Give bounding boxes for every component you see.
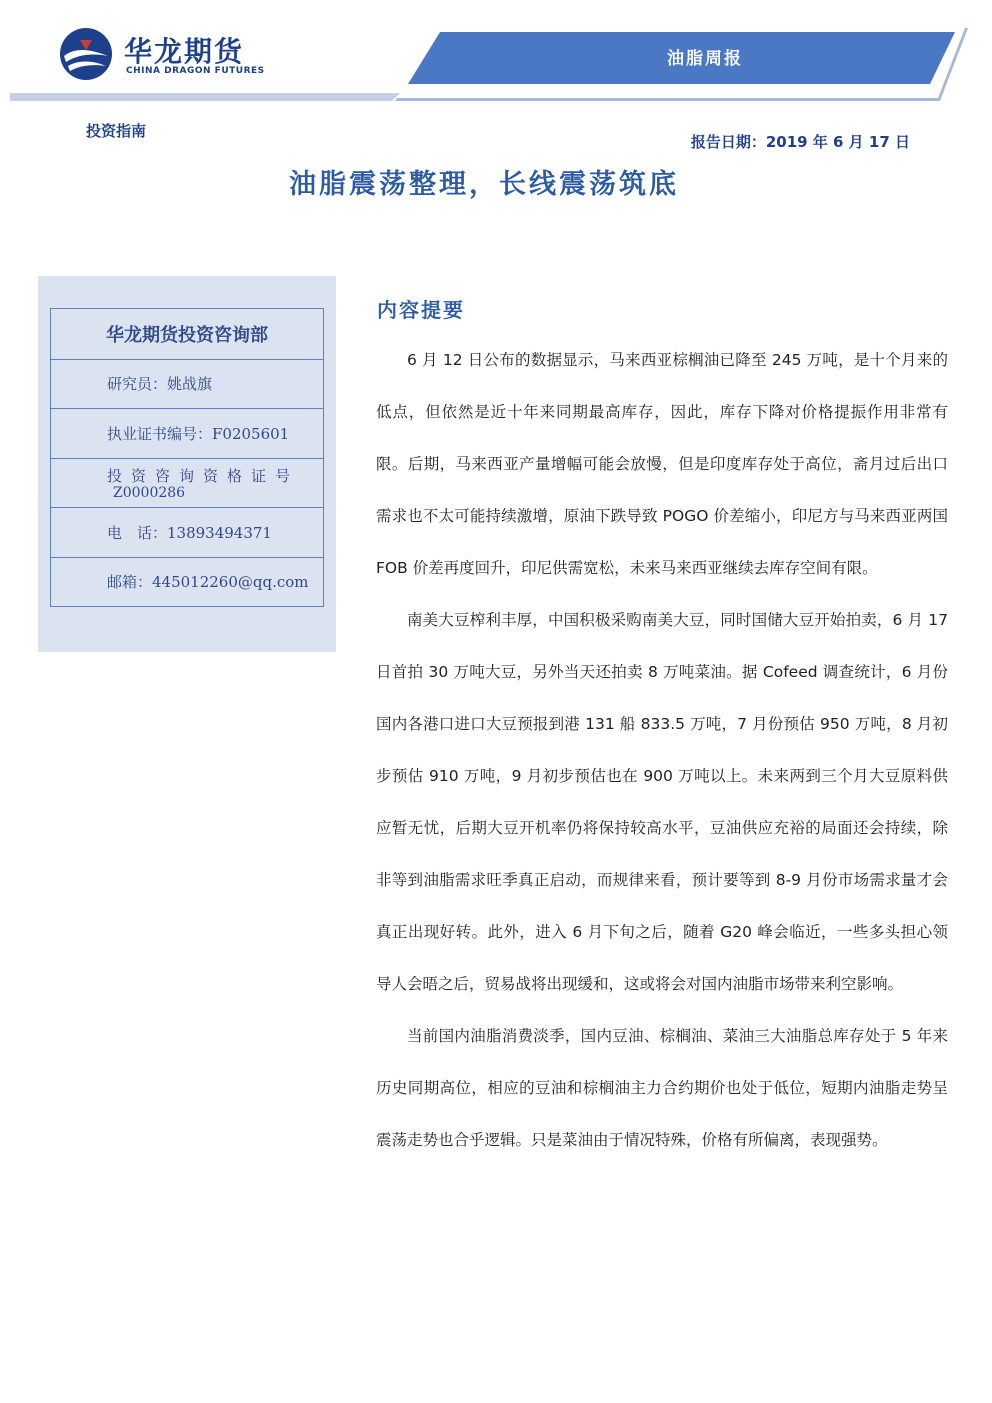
section-label: 投资指南 bbox=[86, 122, 147, 140]
license-number: 执业证书编号：F0205601 bbox=[107, 424, 290, 443]
report-date: 报告日期：2019 年 6 月 17 日 bbox=[690, 133, 910, 151]
summary-paragraph: 南美大豆榨利丰厚，中国积极采购南美大豆，同时国储大豆开始拍卖，6 月 17 日首拍 30 万吨大豆，另外当天还拍卖 8 万吨菜油。据 Cofeed 调查统计，6 月份国内各港口进口大豆预报到港 131 船 833.5 万吨，7 月份预估 950 万吨，8 月初步预估 910 万吨，9 月初步预估也在 900 万吨以上。未来两到三个月大豆原料供应暂无忧，后期大豆开机率仍将保持较高水平，豆油供应充裕的局面还会持续，除非等到油脂需求旺季真正启动，而规律来看，预计要等到 8-9 月份市场需求量才会真正出现好转。此外，进入 6 月下旬之后，随着 G20 峰会临近，一些多头担心领导人会晤之后，贸易战将出现缓和，这或将会对国内油脂市场带来利空影响。 bbox=[376, 611, 948, 993]
sidebar-panel bbox=[38, 276, 336, 652]
summary-heading: 内容提要 bbox=[377, 298, 465, 322]
license-row bbox=[51, 408, 323, 458]
phone-number: 电 话：13893494371 bbox=[107, 523, 272, 542]
brand-name-cn: 华龙期货 bbox=[124, 35, 245, 68]
phone-row bbox=[51, 507, 323, 557]
email-address: 邮箱：445012260@qq.com bbox=[107, 573, 309, 592]
summary-paragraph: 6 月 12 日公布的数据显示，马来西亚棕榈油已降至 245 万吨，是十个月来的低点，但依然是近十年来同期最高库存，因此，库存下降对价格提振作用非常有限。后期，马来西亚产量增幅可能会放慢，但是印度库存处于高位，斋月过后出口需求也不太可能持续激增，原油下跌导致 POGO 价差缩小，印尼方与马来西亚两国 FOB 价差再度回升，印尼供需宽松，未来马来西亚继续去库存空间有限。 bbox=[376, 351, 948, 577]
researcher-row bbox=[51, 359, 323, 409]
summary-paragraph: 当前国内油脂消费淡季，国内豆油、棕榈油、菜油三大油脂总库存处于 5 年来历史同期高位，相应的豆油和棕榈油主力合约期价也处于低位，短期内油脂走势呈震荡走势也合乎逻辑。只是菜油由于情况特殊，价格有所偏离，表现强势。 bbox=[376, 1027, 948, 1149]
qualification-number: Z0000286 bbox=[113, 484, 186, 501]
email-row bbox=[51, 557, 323, 607]
dept-name: 华龙期货投资咨询部 bbox=[106, 324, 268, 346]
researcher-name: 研究员：姚战旗 bbox=[107, 375, 213, 394]
company-logo bbox=[58, 26, 298, 86]
qualification-row bbox=[51, 458, 323, 508]
summary-body bbox=[376, 334, 948, 1166]
dragon-logo-icon bbox=[58, 26, 114, 82]
banner-underline-left bbox=[10, 93, 400, 101]
brand-name-en: CHINA DRAGON FUTURES bbox=[126, 66, 265, 76]
report-type: 油脂周报 bbox=[667, 49, 743, 69]
qualification-label: 投资咨询资格证号 bbox=[107, 466, 300, 485]
page-title: 油脂震荡整理，长线震荡筑底 bbox=[289, 169, 679, 200]
contact-box bbox=[50, 308, 324, 607]
